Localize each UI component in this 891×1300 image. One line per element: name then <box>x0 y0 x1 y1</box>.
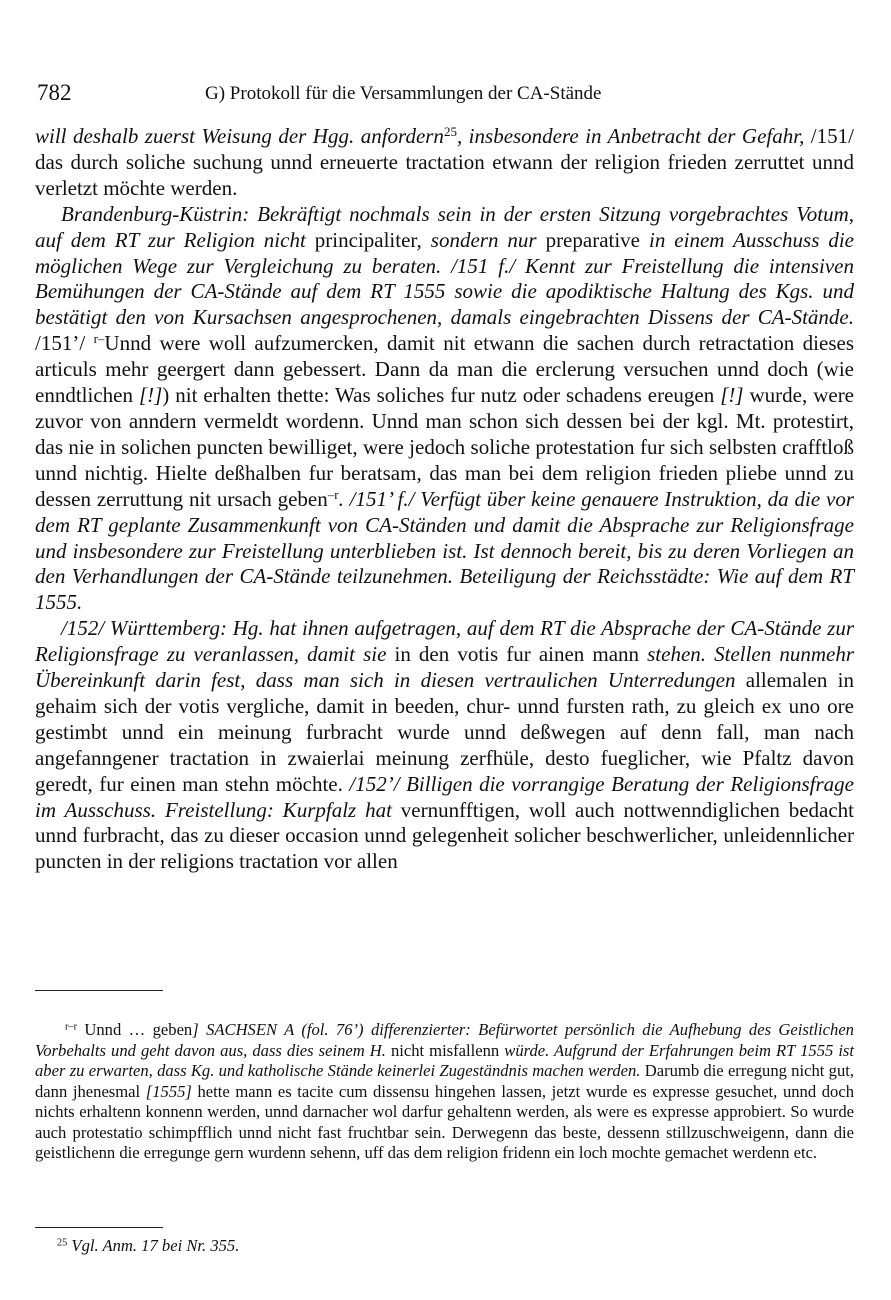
quoted-text: allemalen in gehaim sich der votis vergliche, damit in beeden, chur- unnd fursten rath, zu gleich ex uno ore gestimbt unnd ein meinung furbracht wurde unnd deßwegen auf denn fall, man nach angefanngener tractation in zwaierlai meinung zerfhüle, desto fueglicher, wie Pfaltz davon geredt, fur einen man stehn möchte. <box>35 668 854 796</box>
footnote-apparatus <box>35 1020 854 1164</box>
quoted-text: preparative <box>536 227 649 252</box>
footnote-25-text <box>35 1236 854 1256</box>
italic-text: /152’/ Billigen die vorrangige Beratung der Religionsfrage im Ausschuss. Freistellung: Kurpfalz hat <box>35 771 854 822</box>
lemma-text: Unnd … geben <box>77 1020 193 1039</box>
page-number: 782 <box>37 80 72 105</box>
footnote-reference-25: 25 <box>443 123 457 139</box>
paragraph-wuerttemberg <box>35 616 854 875</box>
footnote-divider <box>35 990 163 991</box>
quoted-text: in den votis fur ainen mann <box>386 642 648 667</box>
footnote-divider <box>35 1227 163 1228</box>
variant-marker-close: –r <box>327 486 339 502</box>
quoted-text: hette mann es tacite cum dissensu hingehen lassen, jetzt wurde es expresse gesuchet, unnd doch nichts erhaltenn konnenn werden, unnd darnacher wol darfur gehaltenn werden, als were es expresse approbiert. So wurde auch protestatio schimpfflich unnd nicht fast fruchtbar sein. Derwegenn das beste, dessenn stillzuschweigenn, dann die geistlichenn die erregunge gern wurdenn sehenn, uff das dem religion fridenn ein loch mochte gemachet werdenn etc. <box>35 1081 854 1162</box>
quoted-text: Darumb die erregung nicht gut, dann jhenesmal <box>35 1061 854 1101</box>
italic-text: Brandenburg-Küstrin: Bekräftigt nochmals sein in der ersten Sitzung vorgebrachtes Votum, auf dem RT zur Religion nicht <box>35 201 854 252</box>
italic-text: ] SACHSEN A (fol. 76’) differenzierter: Befürwortet persönlich die Aufhebung des Geistlichen Vorbehalts und geht davon aus, dass dies seinem H. <box>35 1020 854 1060</box>
italic-text: . /151’ f./ Verfügt über keine genauere Instruktion, da die vor dem RT geplante Zusammenkunft von CA-Ständen und damit die Absprache zur Religionsfrage und insbesondere zur Freistellung unterblieben ist. Ist dennoch bereit, bis zu deren Vorliegen an den Verhandlungen der CA-Stände teilzunehmen. Beteiligung der Reichsstädte: Wie auf dem RT 1555. <box>35 486 854 615</box>
editorial-mark: [1555] <box>145 1081 192 1101</box>
quoted-text: Unnd were woll aufzumercken, damit nit etwann die sachen durch retractation dieses articuls mehr geergert dann gebessert. Dann da man die erclerung versuchen unnd doch (wie enndtlichen <box>35 331 854 408</box>
italic-text: Vgl. Anm. 17 bei Nr. 355. <box>67 1236 240 1255</box>
editorial-mark: [!] <box>720 383 744 408</box>
footnote-variant-r <box>35 1020 854 1164</box>
quoted-text: nicht misfallenn <box>385 1040 505 1060</box>
variant-marker-open: r– <box>93 331 105 347</box>
footnote-marker: r–r <box>65 1021 77 1033</box>
italic-text: würde. Aufgrund der Erfahrungen beim RT 1555 ist aber zu erwarten, dass Kg. und katholische Stände keinerlei Zugeständnis machen werden. <box>35 1040 855 1080</box>
quoted-text: vernunfftigen, woll auch nottwenndiglichen bedacht unnd furbracht, das zu dieser occasion unnd gelegenheit solicher beschwerlicher, unleidennlicher puncten in der religions tractation vor allen <box>35 797 855 874</box>
paragraph-continuation <box>35 124 854 202</box>
italic-text: , insbesondere in Anbetracht der Gefahr, <box>456 124 805 148</box>
editorial-mark: [!] <box>138 383 163 408</box>
paragraph-brandenburg-kuestrin <box>35 202 854 617</box>
main-text <box>35 124 854 875</box>
italic-text: in einem Ausschuss die möglichen Wege zur Vergleichung zu beraten. /151 f./ Kennt zur Freistellung die intensiven Bemühungen der CA-Stände auf dem RT 1555 sowie die apodiktische Haltung des Kgs. und bestätigt den von Kursachsen angesprochenen, damals eingebrachten Dissens der CA-Stände. <box>35 227 854 330</box>
folio-marker: /151’/ <box>35 331 94 356</box>
footnote-25 <box>35 1236 854 1256</box>
italic-text: /152/ Württemberg: Hg. hat ihnen aufgetragen, auf dem RT die Absprache der CA-Stände zur Religionsfrage zu veranlassen, damit sie <box>35 616 854 667</box>
italic-text: sondern nur <box>430 227 537 252</box>
page-header <box>35 80 854 106</box>
quoted-text: principaliter, <box>305 227 431 252</box>
quoted-text: ) nit erhalten thette: Was soliches fur nutz oder schadens ereugen <box>162 383 721 408</box>
footnote-marker: 25 <box>57 1237 68 1249</box>
running-title: G) Protokoll für die Versammlungen der CA-Stände <box>205 83 602 104</box>
italic-text: will deshalb zuerst Weisung der Hgg. anfordern <box>35 124 444 148</box>
quoted-text: /151/ das durch soliche suchung unnd erneuerte tractation etwann der religion frieden zerruttet unnd verletzt möchte werden. <box>35 124 854 200</box>
italic-text: stehen. Stellen nunmehr Übereinkunft darin fest, dass man sich in diesen vertraulichen Unterredungen <box>35 642 854 693</box>
quoted-text: wurde, were zuvor von anndern vermeldt wordenn. Unnd man schon sich dessen bei der kgl. Mt. protestirt, das nie in solichen puncten bewilliget, were jedoch soliche protestation fur sich selbsten crafftloß unnd nichtig. Hielte deßhalben fur beratsam, das man bei dem religion frieden pliebe unnd zu dessen zerruttung nit ursach geben <box>35 383 855 511</box>
